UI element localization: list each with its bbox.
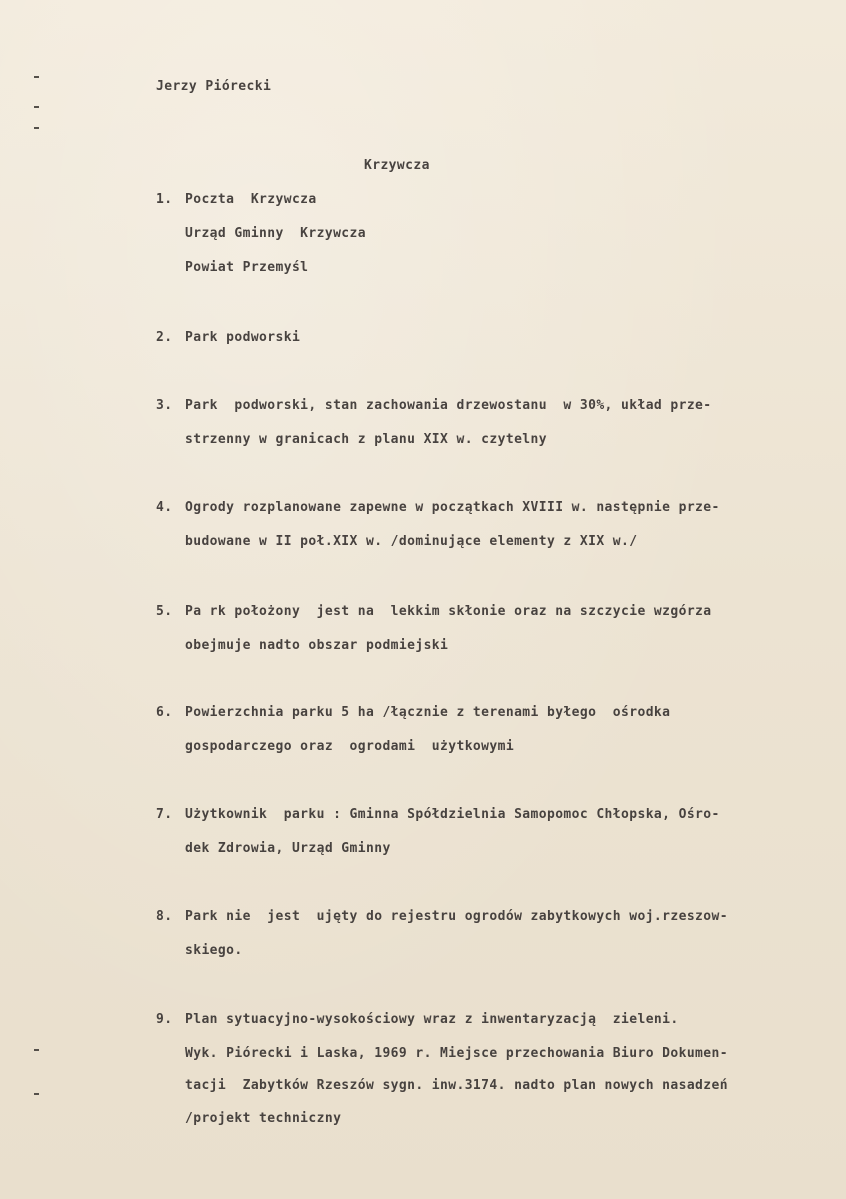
item-line: skiego. bbox=[185, 943, 243, 958]
item-number: 2. bbox=[156, 330, 173, 345]
margin-mark bbox=[34, 127, 39, 129]
item-line: Poczta Krzywcza bbox=[185, 192, 317, 207]
item-line: Urząd Gminny Krzywcza bbox=[185, 226, 366, 241]
item-number: 5. bbox=[156, 604, 173, 619]
item-line: strzenny w granicach z planu XIX w. czytelny bbox=[185, 432, 547, 447]
item-line: Ogrody rozplanowane zapewne w początkach XVIII w. następnie prze- bbox=[185, 500, 720, 515]
item-line: dek Zdrowia, Urząd Gminny bbox=[185, 841, 391, 856]
margin-mark bbox=[34, 76, 39, 78]
item-line: obejmuje nadto obszar podmiejski bbox=[185, 638, 449, 653]
item-line: /projekt techniczny bbox=[185, 1111, 342, 1126]
item-line: gospodarczego oraz ogrodami użytkowymi bbox=[185, 739, 515, 754]
item-number: 6. bbox=[156, 705, 173, 720]
margin-mark bbox=[34, 1093, 39, 1095]
author-name: Jerzy Piórecki bbox=[156, 79, 272, 94]
item-line: Wyk. Piórecki i Laska, 1969 r. Miejsce przechowania Biuro Dokumen- bbox=[185, 1046, 728, 1061]
item-line: budowane w II poł.XIX w. /dominujące elementy z XIX w./ bbox=[185, 534, 638, 549]
item-number: 8. bbox=[156, 909, 173, 924]
item-number: 1. bbox=[156, 192, 173, 207]
margin-mark bbox=[34, 106, 39, 108]
item-number: 4. bbox=[156, 500, 173, 515]
item-line: Pa rk położony jest na lekkim skłonie oraz na szczycie wzgórza bbox=[185, 604, 712, 619]
item-line: Powiat Przemyśl bbox=[185, 260, 309, 275]
item-number: 7. bbox=[156, 807, 173, 822]
item-line: Użytkownik parku : Gminna Spółdzielnia Samopomoc Chłopska, Ośro- bbox=[185, 807, 720, 822]
item-line: Powierzchnia parku 5 ha /łącznie z terenami byłego ośrodka bbox=[185, 705, 671, 720]
item-line: Park nie jest ujęty do rejestru ogrodów zabytkowych woj.rzeszow- bbox=[185, 909, 728, 924]
item-number: 3. bbox=[156, 398, 173, 413]
item-line: Park podworski bbox=[185, 330, 301, 345]
item-line: Park podworski, stan zachowania drzewostanu w 30%, układ prze- bbox=[185, 398, 712, 413]
item-number: 9. bbox=[156, 1012, 173, 1027]
item-line: tacji Zabytków Rzeszów sygn. inw.3174. nadto plan nowych nasadzeń bbox=[185, 1078, 728, 1093]
item-line: Plan sytuacyjno-wysokościowy wraz z inwentaryzacją zieleni. bbox=[185, 1012, 679, 1027]
margin-mark bbox=[34, 1049, 39, 1051]
document-title: Krzywcza bbox=[364, 158, 430, 173]
